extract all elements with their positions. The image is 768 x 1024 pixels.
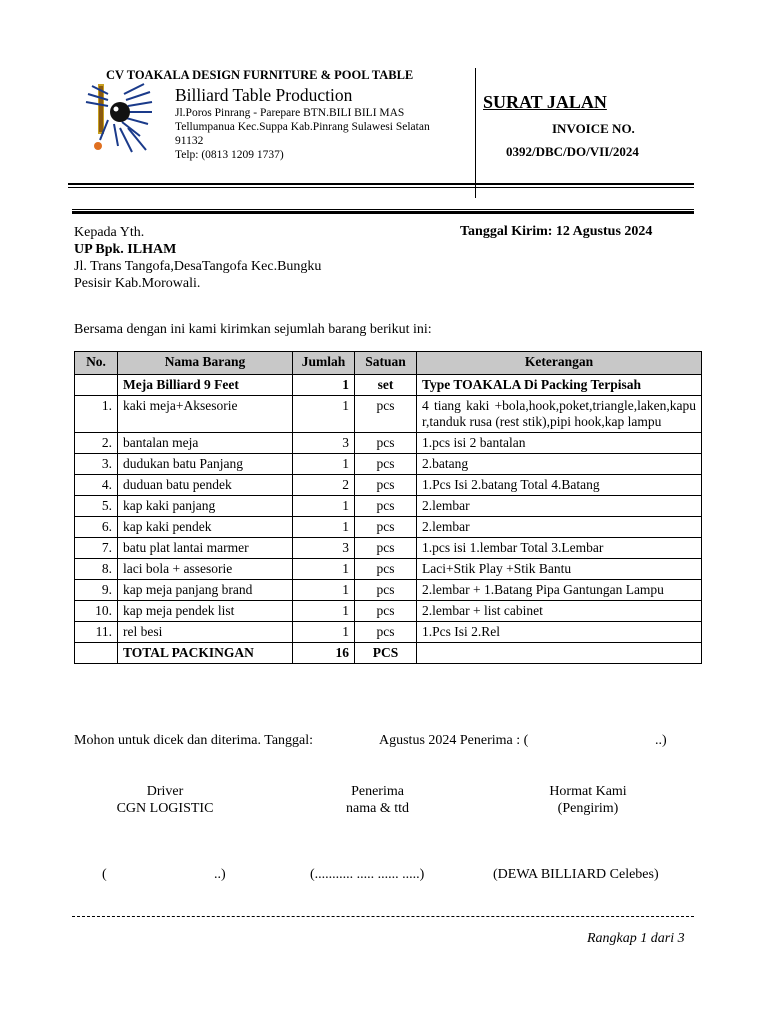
cell-unit: pcs — [355, 559, 417, 580]
cell-qty: 1 — [293, 454, 355, 475]
cell-note: 1.pcs isi 2 bantalan — [417, 433, 702, 454]
cell-note: 2.lembar + list cabinet — [417, 601, 702, 622]
cell-name: rel besi — [118, 622, 293, 643]
sender-sign-name: (DEWA BILLIARD Celebes) — [493, 867, 659, 882]
cell-name: bantalan meja — [118, 433, 293, 454]
cell-no: 2. — [75, 433, 118, 454]
driver-sign-open: ( — [102, 867, 107, 882]
phone-line: Telp: (0813 1209 1737) — [175, 149, 284, 161]
cell-no: 1. — [75, 396, 118, 433]
cell-name: duduan batu pendek — [118, 475, 293, 496]
header-rule — [68, 187, 694, 188]
cell-note: 1.Pcs Isi 2.batang Total 4.Batang — [417, 475, 702, 496]
cell-qty: 1 — [293, 559, 355, 580]
cell-name: kap kaki pendek — [118, 517, 293, 538]
recipient-name: UP Bpk. ILHAM — [74, 242, 177, 257]
invoice-label: INVOICE NO. — [552, 121, 635, 136]
cell-unit: pcs — [355, 517, 417, 538]
cell-name: dudukan batu Panjang — [118, 454, 293, 475]
cell-no: 6. — [75, 517, 118, 538]
cell-unit: pcs — [355, 496, 417, 517]
company-address — [175, 106, 470, 162]
signature-receiver — [305, 783, 450, 817]
cell-name: kap meja panjang brand — [118, 580, 293, 601]
cell-unit: pcs — [355, 475, 417, 496]
items-table — [74, 351, 702, 664]
cell-name: Meja Billiard 9 Feet — [118, 375, 293, 396]
receiver-sub: nama & ttd — [346, 801, 409, 816]
closing-text: Mohon untuk dicek dan diterima. Tanggal: — [74, 733, 314, 748]
table-row — [75, 433, 702, 454]
address-line: Tellumpanua Kec.Suppa Kab.Pinrang Sulawesi Selatan — [175, 121, 430, 133]
company-subtitle: Billiard Table Production — [175, 85, 353, 105]
closing-date-receiver: Agustus 2024 Penerima : ( — [379, 733, 529, 748]
header-divider — [475, 68, 476, 198]
cell-no: 10. — [75, 601, 118, 622]
recipient-address: Jl. Trans Tangofa,DesaTangofa Kec.Bungku — [74, 259, 322, 274]
cell-no: 9. — [75, 580, 118, 601]
cell-qty: 3 — [293, 538, 355, 559]
cell-unit: pcs — [355, 622, 417, 643]
total-unit: PCS — [355, 643, 417, 664]
closing-end: ..) — [655, 733, 667, 748]
cell-no: 11. — [75, 622, 118, 643]
header-rule — [72, 211, 694, 214]
signature-driver — [95, 783, 235, 817]
copy-indicator: Rangkap 1 dari 3 — [587, 931, 685, 946]
address-line: Jl.Poros Pinrang - Parepare BTN.BILI BILI MAS — [175, 107, 405, 119]
billiard-logo-icon — [84, 80, 154, 154]
cell-qty: 1 — [293, 496, 355, 517]
cell-note: 2.lembar — [417, 517, 702, 538]
header-rule — [68, 183, 694, 185]
company-name: CV TOAKALA DESIGN FURNITURE & POOL TABLE — [106, 68, 414, 82]
cell-unit: pcs — [355, 538, 417, 559]
cell-unit: pcs — [355, 454, 417, 475]
cell-qty: 1 — [293, 517, 355, 538]
cell-name: kaki meja+Aksesorie — [118, 396, 293, 433]
driver-company: CGN LOGISTIC — [116, 801, 214, 816]
table-row — [75, 538, 702, 559]
recipient-block — [74, 224, 321, 292]
total-label: TOTAL PACKINGAN — [118, 643, 293, 664]
table-row — [75, 622, 702, 643]
cell-qty: 1 — [293, 601, 355, 622]
address-line: 91132 — [175, 135, 204, 147]
ship-date: Tanggal Kirim: 12 Agustus 2024 — [460, 224, 653, 239]
cell-note: Laci+Stik Play +Stik Bantu — [417, 559, 702, 580]
header-qty: Jumlah — [293, 352, 355, 375]
header-name: Nama Barang — [118, 352, 293, 375]
cell-note: 4 tiang kaki +bola,hook,poket,triangle,laken,kapur,tanduk rusa (rest stik),pipi hook,kap lampu — [417, 396, 702, 433]
driver-title: Driver — [146, 784, 184, 799]
cell-no — [75, 643, 118, 664]
total-qty: 16 — [293, 643, 355, 664]
cell-unit: pcs — [355, 433, 417, 454]
table-row — [75, 559, 702, 580]
cell-no: 4. — [75, 475, 118, 496]
cell-qty: 1 — [293, 396, 355, 433]
cell-name: laci bola + assesorie — [118, 559, 293, 580]
sender-sub: (Pengirim) — [557, 801, 619, 816]
cell-unit: pcs — [355, 601, 417, 622]
cell-no: 7. — [75, 538, 118, 559]
cell-qty: 1 — [293, 622, 355, 643]
table-row — [75, 601, 702, 622]
cell-note: 1.pcs isi 1.lembar Total 3.Lembar — [417, 538, 702, 559]
cell-qty: 1 — [293, 580, 355, 601]
table-row-main — [75, 375, 702, 396]
document-title: SURAT JALAN — [483, 92, 607, 112]
intro-text: Bersama dengan ini kami kirimkan sejumlah barang berikut ini: — [74, 322, 432, 337]
cell-qty: 1 — [293, 375, 355, 396]
cell-no: 3. — [75, 454, 118, 475]
cell-unit: pcs — [355, 396, 417, 433]
driver-sign-close: ..) — [214, 867, 226, 882]
cell-no: 5. — [75, 496, 118, 517]
header-rule — [72, 209, 694, 210]
table-row — [75, 580, 702, 601]
cell-qty: 2 — [293, 475, 355, 496]
table-row — [75, 496, 702, 517]
recipient-address: Pesisir Kab.Morowali. — [74, 276, 201, 291]
table-row — [75, 454, 702, 475]
invoice-number: 0392/DBC/DO/VII/2024 — [506, 144, 639, 159]
cell-name: batu plat lantai marmer — [118, 538, 293, 559]
cell-no: 8. — [75, 559, 118, 580]
table-row — [75, 396, 702, 433]
cell-name: kap meja pendek list — [118, 601, 293, 622]
cell-note: 2.batang — [417, 454, 702, 475]
sender-title: Hormat Kami — [549, 784, 627, 799]
cell-note: 1.Pcs Isi 2.Rel — [417, 622, 702, 643]
cut-line — [72, 916, 694, 917]
cell-note: 2.lembar — [417, 496, 702, 517]
cell-note — [417, 643, 702, 664]
cell-no — [75, 375, 118, 396]
header-unit: Satuan — [355, 352, 417, 375]
header-no: No. — [75, 352, 118, 375]
signature-sender — [518, 783, 658, 817]
table-total-row — [75, 643, 702, 664]
table-row — [75, 475, 702, 496]
receiver-title: Penerima — [351, 784, 404, 799]
cell-unit: set — [355, 375, 417, 396]
table-header-row — [75, 352, 702, 375]
cell-note: Type TOAKALA Di Packing Terpisah — [417, 375, 702, 396]
cell-qty: 3 — [293, 433, 355, 454]
header-note: Keterangan — [417, 352, 702, 375]
table-row — [75, 517, 702, 538]
cell-name: kap kaki panjang — [118, 496, 293, 517]
cell-unit: pcs — [355, 580, 417, 601]
recipient-greeting: Kepada Yth. — [74, 225, 145, 240]
cell-note: 2.lembar + 1.Batang Pipa Gantungan Lampu — [417, 580, 702, 601]
receiver-sign-line: (........... ..... ...... .....) — [310, 867, 425, 882]
